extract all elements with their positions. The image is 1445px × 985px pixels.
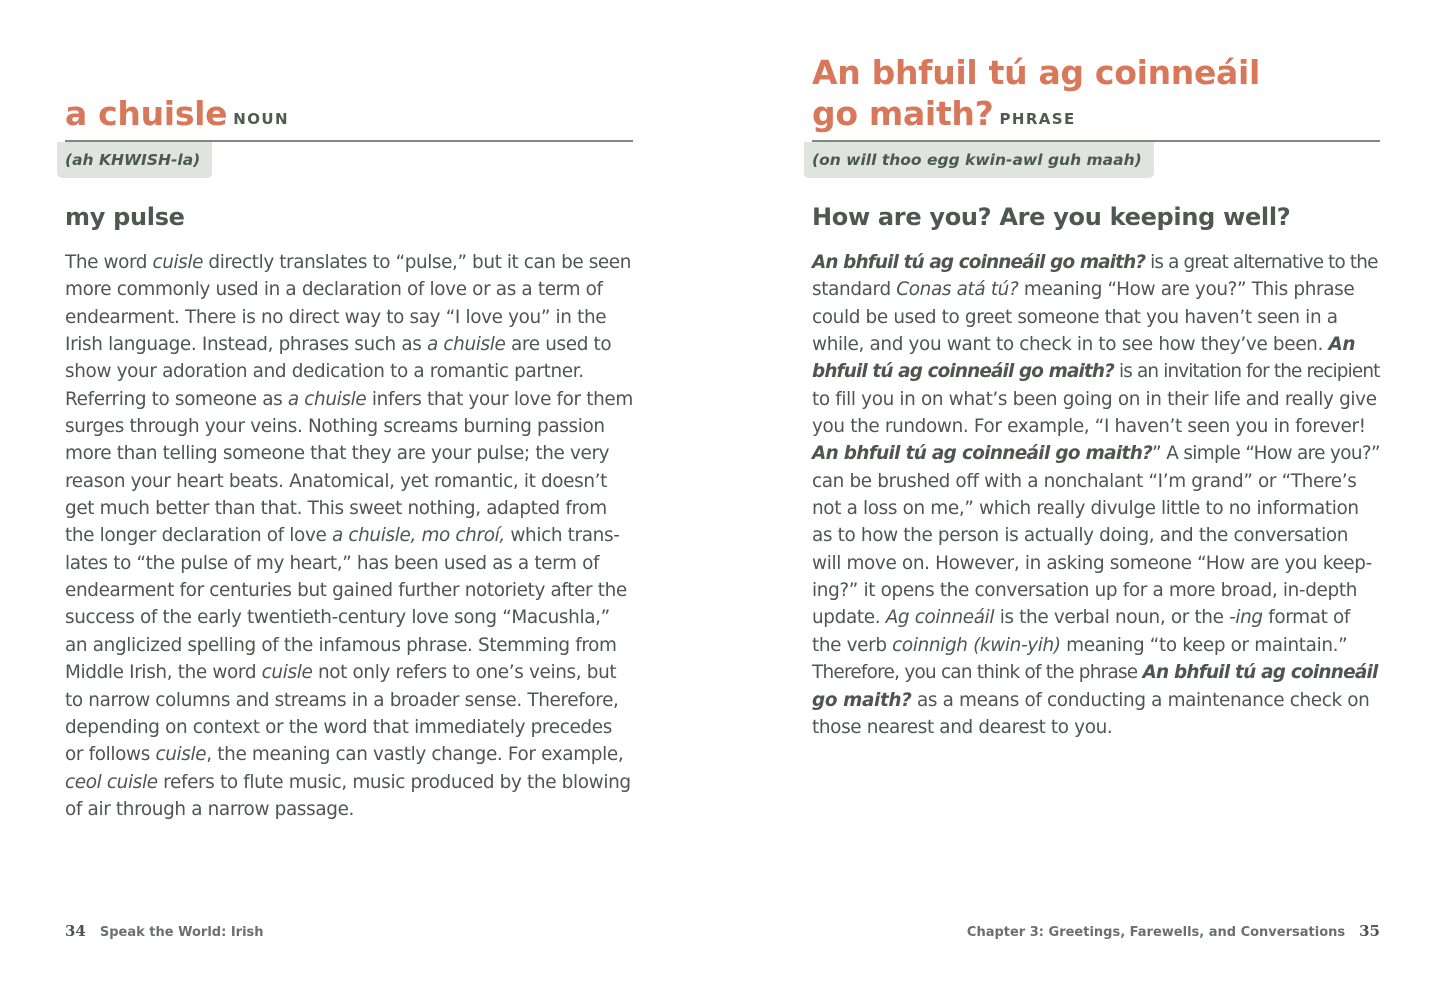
- body-text-run: Therefore, you can think of the phrase: [812, 662, 1143, 684]
- body-text-run: can be brushed off with a nonchalant “I’m grand” or “There’s: [812, 470, 1357, 492]
- body-line: [812, 440, 1380, 467]
- body-line: [812, 495, 1380, 522]
- body-text-run: ing?” it opens the conversation up for a more broad, in-depth: [812, 580, 1357, 602]
- running-head: Speak the World: Irish: [99, 925, 264, 940]
- body-line: [65, 304, 633, 331]
- meaning-heading: How are you? Are you keeping well?: [812, 203, 1291, 231]
- irish-phrase: An: [1328, 334, 1356, 356]
- italic-term: cuisle: [152, 252, 203, 273]
- body-text-run: to fill you in on what’s been going on in their life and really give: [812, 388, 1377, 410]
- meaning-heading: my pulse: [65, 203, 185, 231]
- body-text-run: the longer declaration of love: [65, 525, 332, 547]
- irish-phrase: go maith?: [812, 689, 912, 711]
- body-line: [65, 741, 633, 768]
- headword-line: [812, 93, 1380, 140]
- pronunciation-tab: (on will thoo egg kwin-awl guh maah): [804, 142, 1154, 178]
- body-text-run: of air through a narrow passage.: [65, 798, 355, 820]
- body-line: [65, 796, 633, 823]
- entry-header: [812, 48, 1380, 142]
- body-text-run: while, and you want to check in to see how they’ve been.: [812, 334, 1329, 356]
- body-text-run: is a great alternative to the: [1145, 252, 1378, 273]
- italic-term: a chuisle: [427, 334, 506, 356]
- body-text-run: to narrow columns and streams in a broader sense. Therefore,: [65, 689, 619, 711]
- pronunciation-tab: (ah KHWISH-la): [57, 142, 212, 178]
- body-line: [812, 604, 1380, 631]
- body-line: [812, 522, 1380, 549]
- body-text-run: get much better than that. This sweet nothing, adapted from: [65, 498, 607, 520]
- headword-text: go maith?: [812, 94, 994, 133]
- italic-term: cuisle: [155, 744, 207, 766]
- italic-term: cuisle: [261, 662, 313, 684]
- body-text-run: format of: [1262, 607, 1351, 629]
- body-line: [812, 249, 1380, 276]
- irish-phrase: An bhfuil tú ag coinneáil go maith?: [812, 252, 1146, 273]
- body-line: [812, 577, 1380, 604]
- body-text-run: The word: [65, 252, 153, 273]
- body-text-run: more than telling someone that they are your pulse; the very: [65, 443, 610, 465]
- body-text-run: more commonly used in a declaration of love or as a term of: [65, 279, 603, 301]
- body-line: [65, 604, 633, 631]
- body-text-run: refers to flute music, music produced by the blowing: [157, 771, 631, 793]
- body-text-run: standard: [812, 279, 897, 301]
- irish-phrase: bhfuil tú ag coinneáil go maith?: [812, 361, 1114, 383]
- entry-body: [65, 249, 633, 823]
- body-line: [812, 304, 1380, 331]
- body-line: [65, 249, 633, 276]
- part-of-speech: NOUN: [233, 110, 289, 128]
- running-head: Chapter 3: Greetings, Farewells, and Conversations: [966, 925, 1346, 940]
- body-line: [65, 522, 633, 549]
- body-text-run: endearment for centuries but gained further notoriety after the: [65, 580, 627, 602]
- body-text-run: meaning “to keep or maintain.”: [1060, 634, 1348, 656]
- body-text-run: is an invitation for the recipient: [1113, 361, 1380, 383]
- body-line: [65, 358, 633, 385]
- body-line: [65, 769, 633, 796]
- entry-header: [65, 60, 633, 142]
- headword-text: a chuisle: [65, 94, 228, 133]
- headword: [812, 52, 1380, 140]
- body-text-run: endearment. There is no direct way to say “I love you” in the: [65, 306, 607, 328]
- body-text-run: or follows: [65, 744, 156, 766]
- body-text-run: not a loss on me,” which really divulge little to no information: [812, 498, 1359, 520]
- italic-term: a chuisle, mo chroí,: [331, 525, 505, 547]
- body-text-run: success of the early twentieth-century love song “Macushla,”: [65, 607, 610, 629]
- body-text-run: are used to: [505, 334, 612, 356]
- body-text-run: directly translates to “pulse,” but it can be seen: [202, 252, 631, 273]
- body-text-run: could be used to greet someone that you haven’t seen in a: [812, 306, 1338, 328]
- body-line: [65, 495, 633, 522]
- body-line: [65, 386, 633, 413]
- body-text-run: Irish language. Instead, phrases such as: [65, 334, 427, 356]
- body-text-run: reason your heart beats. Anatomical, yet romantic, it doesn’t: [65, 470, 608, 492]
- body-text-run: Middle Irish, the word: [65, 662, 262, 684]
- body-line: [65, 440, 633, 467]
- italic-term: -ing: [1229, 607, 1263, 629]
- body-line: [65, 577, 633, 604]
- italic-term: Conas atá tú?: [896, 279, 1019, 301]
- body-text-run: surges through your veins. Nothing screams burning passion: [65, 416, 605, 438]
- body-line: [65, 714, 633, 741]
- footer-left: [65, 920, 264, 944]
- body-text-run: Referring to someone as: [65, 388, 288, 410]
- body-text-run: an anglicized spelling of the infamous phrase. Stemming from: [65, 634, 617, 656]
- entry-body: [812, 249, 1380, 741]
- body-text-run: update.: [812, 607, 886, 629]
- body-text-run: show your adoration and dedication to a romantic partner.: [65, 361, 584, 383]
- part-of-speech: PHRASE: [999, 110, 1076, 128]
- irish-phrase: An bhfuil tú ag coinneáil go maith?: [812, 443, 1153, 465]
- body-line: [65, 687, 633, 714]
- body-line: [812, 468, 1380, 495]
- body-text-run: ” A simple “How are you?”: [1152, 443, 1380, 465]
- body-line: [812, 276, 1380, 303]
- italic-term: coinnigh (kwin-yih): [892, 634, 1061, 656]
- italic-term: a chuisle: [287, 388, 367, 410]
- page-number: 34: [65, 922, 86, 940]
- body-text-run: those nearest and dearest to you.: [812, 716, 1113, 738]
- body-line: [812, 331, 1380, 358]
- body-line: [65, 550, 633, 577]
- body-text-run: lates to “the pulse of my heart,” has been used as a term of: [65, 552, 600, 574]
- body-text-run: you the rundown. For example, “I haven’t seen you in forever!: [812, 416, 1366, 438]
- body-line: [812, 550, 1380, 577]
- footer-right: [967, 920, 1380, 944]
- body-text-run: will move on. However, in asking someone “How are you keep-: [812, 552, 1372, 574]
- body-line: [812, 386, 1380, 413]
- body-text-run: not only refers to one’s veins, but: [312, 662, 617, 684]
- body-line: [812, 659, 1380, 686]
- italic-term: ceol cuisle: [65, 771, 158, 793]
- body-line: [812, 632, 1380, 659]
- page-number: 35: [1359, 922, 1380, 940]
- body-line: [812, 714, 1380, 741]
- body-line: [65, 468, 633, 495]
- body-text-run: as to how the person is actually doing, and the conversation: [812, 525, 1349, 547]
- body-text-run: as a means of conducting a maintenance check on: [911, 689, 1370, 711]
- body-line: [65, 413, 633, 440]
- italic-term: Ag coinneáil: [885, 607, 995, 629]
- body-line: [812, 687, 1380, 714]
- body-text-run: the verb: [812, 634, 893, 656]
- body-text-run: infers that your love for them: [366, 388, 633, 410]
- body-text-run: is the verbal noun, or the: [994, 607, 1230, 629]
- headword-line: An bhfuil tú ag coinneáil: [812, 53, 1261, 92]
- irish-phrase: An bhfuil tú ag coinneáil: [1142, 662, 1378, 684]
- body-text-run: meaning “How are you?” This phrase: [1018, 279, 1355, 301]
- body-line: [65, 276, 633, 303]
- body-text-run: depending on context or the word that immediately precedes: [65, 716, 612, 738]
- body-line: [812, 413, 1380, 440]
- headword-line: [65, 93, 633, 140]
- body-text-run: which trans-: [504, 525, 620, 547]
- body-line: [65, 331, 633, 358]
- body-line: [65, 632, 633, 659]
- body-line: [812, 358, 1380, 385]
- body-text-run: , the meaning can vastly change. For example,: [206, 744, 624, 766]
- headword: [65, 93, 633, 140]
- body-line: [65, 659, 633, 686]
